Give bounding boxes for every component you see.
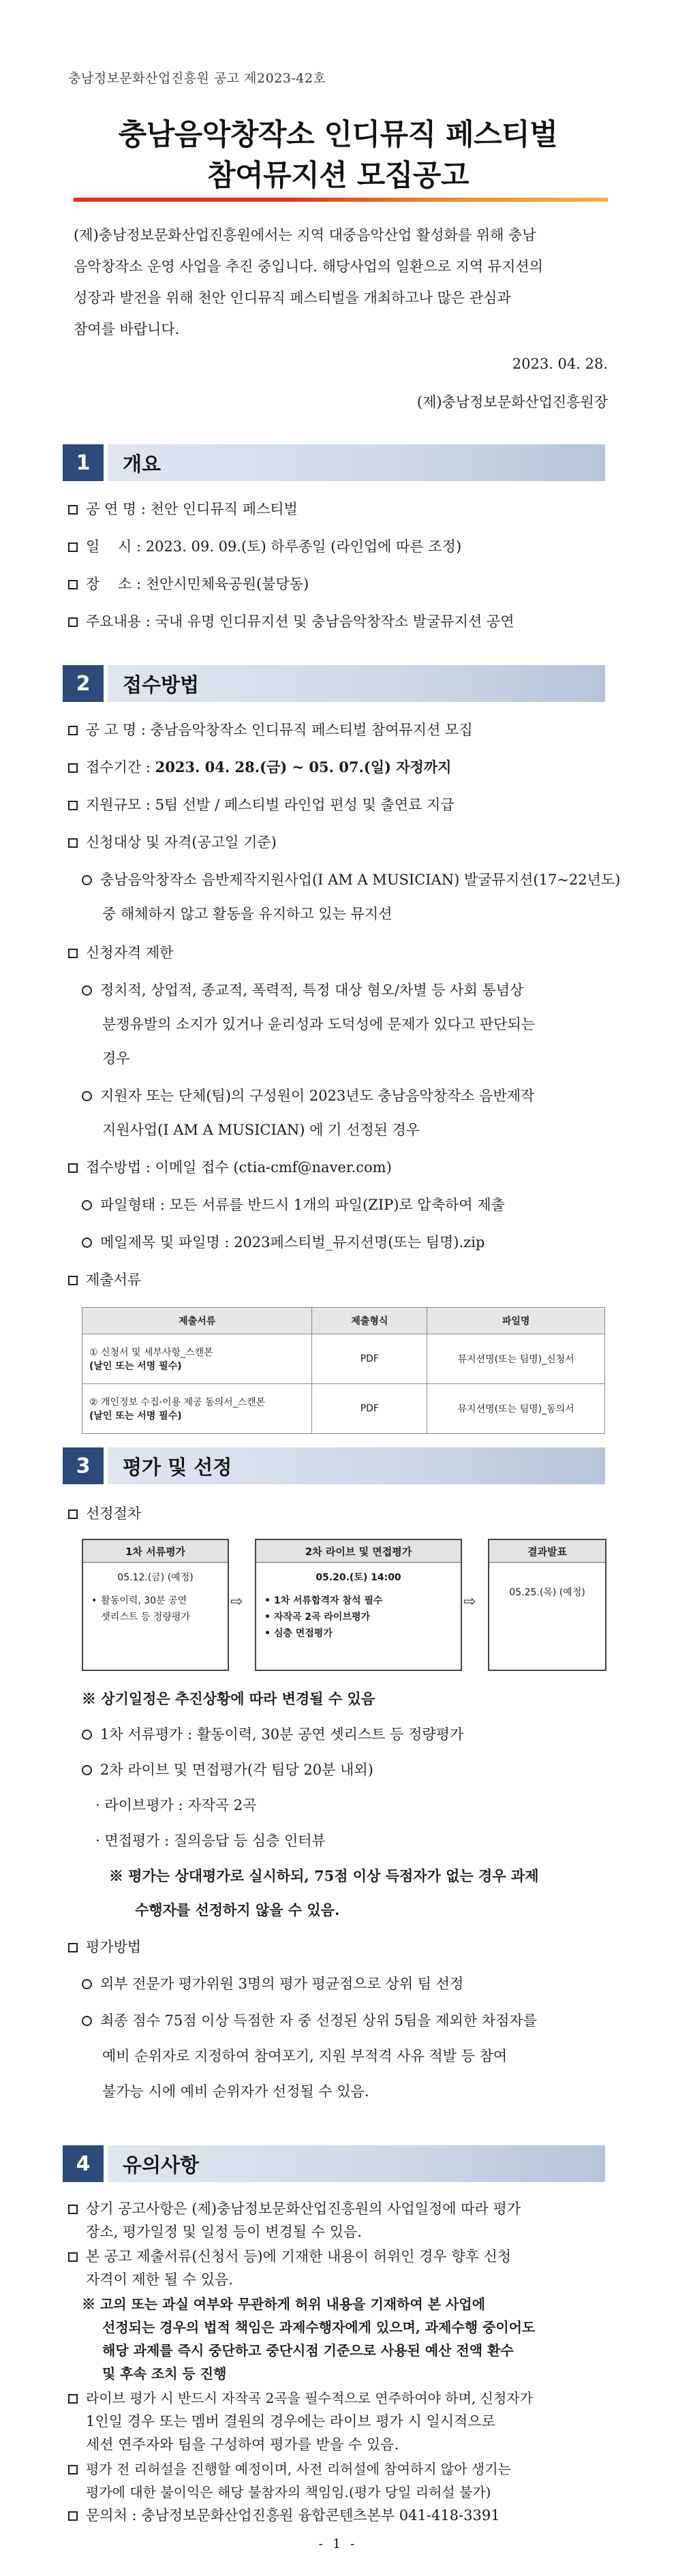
flow-arrow-icon: ⇨: [230, 1593, 243, 1610]
checkbox-square-icon: [68, 2465, 78, 2474]
table-cell: ② 개인정보 수집·이용 제공 동의서_스캔본 (날인 또는 서명 필수): [82, 1384, 312, 1434]
intro-line: 음악창작소 운영 사업을 추진 중입니다. 해당사업의 일환으로 지역 뮤지션의: [74, 258, 543, 275]
notice-signer: (제)충남정보문화산업진흥원장: [416, 394, 608, 410]
section-title: 개요: [108, 444, 605, 481]
notice-date: 2023. 04. 28.: [512, 356, 608, 372]
qualification-heading: 신청대상 및 자격(공고일 기준): [68, 832, 613, 853]
evaluation-item: 1차 서류평가 : 활동이력, 30분 공연 셋리스트 등 정량평가: [82, 1724, 627, 1745]
overview-item: 공 연 명 : 천안 인디뮤직 페스티벌: [68, 499, 613, 519]
checkbox-square-icon: [68, 1276, 78, 1285]
circle-bullet-icon: [82, 875, 92, 885]
section-title: 평가 및 선정: [108, 1447, 605, 1484]
caution-note-cont: 및 후속 조치 등 진행: [102, 2365, 227, 2382]
bullet-dot-icon: •: [264, 1612, 274, 1623]
circle-bullet-icon: [82, 1730, 92, 1740]
flow-step-result: [488, 1539, 606, 1671]
checkbox-square-icon: [68, 838, 78, 848]
checkbox-square-icon: [68, 2252, 78, 2262]
checkbox-square-icon: [68, 2511, 78, 2521]
method-item-cont: 불가능 시에 예비 순위자가 선정될 수 있음.: [102, 2083, 369, 2100]
announce-name: 공 고 명 : 충남음악창작소 인디뮤직 페스티벌 참여뮤지션 모집: [68, 720, 613, 740]
table-header-cell: 파일명: [427, 1308, 605, 1334]
bullet-dot-icon: •: [264, 1628, 274, 1639]
circle-bullet-icon: [82, 1979, 92, 1989]
checkbox-square-icon: [68, 617, 78, 627]
caution-item: 평가 전 리허설을 진행할 예정이며, 사전 리허설에 참여하지 않아 생기는: [68, 2459, 613, 2479]
qualification-item: 충남음악창작소 음반제작지원사업(I AM A MUSICIAN) 발굴뮤지션(17~22년도): [82, 870, 627, 890]
caution-note: ※ 고의 또는 과실 여부와 무관하게 허위 내용을 기재하여 본 사업에: [82, 2296, 485, 2312]
table-cell: 뮤지션명(또는 팀명)_신청서: [427, 1334, 605, 1384]
section-1-header: [63, 444, 605, 481]
flow-step-title: 결과발표: [489, 1540, 605, 1563]
section-2-header: [63, 665, 605, 702]
caution-note-cont: 선정되는 경우의 법적 책임은 과제수행자에게 있으며, 과제수행 중이어도: [102, 2319, 536, 2335]
checkbox-square-icon: [68, 1163, 78, 1173]
table-header-cell: 제출서류: [82, 1308, 312, 1334]
flow-step-document-review: 1차 서류평가 05.12.(금) (예정) • 활동이력, 30분 공연 셋리스트 등 정량평가: [82, 1539, 229, 1671]
caution-item-cont: 1인일 경우 또는 멤버 결원의 경우에는 라이브 평가 시 일시적으로: [86, 2413, 495, 2429]
evaluation-note: ※ 평가는 상대평가로 실시하되, 75점 이상 득점자가 없는 경우 과제: [109, 1867, 539, 1884]
evaluation-subitem: · 면접평가 : 질의응답 등 심층 인터뷰: [95, 1833, 326, 1849]
circle-bullet-icon: [82, 1200, 92, 1210]
table-cell: 뮤지션명(또는 팀명)_동의서: [427, 1384, 605, 1434]
checkbox-square-icon: [68, 763, 78, 773]
checkbox-square-icon: [68, 1943, 78, 1952]
flow-step-title: 1차 서류평가: [83, 1540, 228, 1563]
section-title: 접수방법: [108, 665, 605, 702]
restriction-item: 정치적, 상업적, 종교적, 폭력적, 특정 대상 혐오/차별 등 사회 통념상: [82, 980, 627, 1000]
section-number: 4: [63, 2145, 104, 2182]
page-number: - 1 -: [318, 2536, 358, 2551]
caution-item-cont: 자격이 제한 될 수 있음.: [86, 2271, 233, 2288]
title-underline-bar: [74, 198, 608, 202]
checkbox-square-icon: [68, 949, 78, 958]
table-cell: PDF: [312, 1384, 427, 1434]
table-row: [82, 1334, 605, 1384]
documents-table: [82, 1307, 605, 1434]
qualification-item-cont: 중 해체하지 않고 활동을 유지하고 있는 뮤지션: [102, 906, 393, 922]
flow-arrow-icon: ⇨: [463, 1593, 476, 1610]
checkbox-square-icon: [68, 801, 78, 810]
restriction-item-cont: 지원사업(I AM A MUSICIAN) 에 기 선정된 경우: [102, 1122, 420, 1138]
mail-title: 메일제목 및 파일명 : 2023페스티벌_뮤지션명(또는 팀명).zip: [82, 1232, 627, 1253]
checkbox-square-icon: [68, 2205, 78, 2214]
caution-item-cont: 장소, 평가일정 및 일정 등이 변경될 수 있음.: [86, 2224, 362, 2240]
notice-number: 충남정보문화산업진흥원 공고 제2023-42호: [68, 71, 326, 86]
section-number: 1: [63, 444, 104, 481]
restriction-heading: 신청자격 제한: [68, 942, 613, 963]
overview-item: 장 소 : 천안시민체육공원(불당동): [68, 574, 613, 594]
flow-step-title: 2차 라이브 및 면접평가: [256, 1540, 461, 1563]
table-cell: ① 신청서 및 세부사항_스캔본 (날인 또는 서명 필수): [82, 1334, 312, 1384]
title-line-1: 충남음악창작소 인디뮤직 페스티벌: [118, 118, 558, 152]
section-number: 2: [63, 665, 104, 702]
caution-item: 상기 공고사항은 (제)충남정보문화산업진흥원의 사업일정에 따라 평가: [68, 2198, 613, 2219]
flow-step-date: 05.12.(금) (예정): [117, 1572, 194, 1583]
table-cell: PDF: [312, 1334, 427, 1384]
table-header-cell: 제출형식: [312, 1308, 427, 1334]
method-item: 외부 전문가 평가위원 3명의 평가 평균점으로 상위 팀 선정: [82, 1974, 627, 1994]
circle-bullet-icon: [82, 1091, 92, 1101]
flow-step-date: 05.25.(목) (예정): [509, 1587, 585, 1598]
checkbox-square-icon: [68, 505, 78, 515]
documents-heading: 제출서류: [68, 1270, 613, 1290]
table-row: [82, 1384, 605, 1434]
file-type: 파일형태 : 모든 서류를 반드시 1개의 파일(ZIP)로 압축하여 제출: [82, 1195, 627, 1215]
caution-item: 라이브 평가 시 반드시 자작곡 2곡을 필수적으로 연주하여야 하며, 신청자가: [68, 2388, 613, 2408]
title-block: [0, 114, 676, 196]
method-heading: 평가방법: [68, 1937, 613, 1957]
table-header-row: [82, 1308, 605, 1334]
method-item-cont: 예비 순위자로 지정하여 참여포기, 지원 부적격 사유 적발 등 참여: [102, 2048, 508, 2064]
caution-note-cont: 해당 과제를 즉시 중단하고 중단시점 기준으로 사용된 예산 전액 환수: [102, 2342, 514, 2359]
flow-step-live-interview: 2차 라이브 및 면접평가 05.20.(토) 14:00 • 1차 서류합격자 참석 필수 • 자작곡 2곡 라이브평가 • 심층 면접평가: [255, 1539, 462, 1671]
evaluation-subitem: · 라이브평가 : 자작곡 2곡: [95, 1797, 257, 1813]
intro-line: 성장과 발전을 위해 천안 인디뮤직 페스티벌을 개최하고나 많은 관심과: [74, 290, 511, 306]
circle-bullet-icon: [82, 2016, 92, 2026]
overview-item: 일 시 : 2023. 09. 09.(토) 하루종일 (라인업에 따른 조정): [68, 536, 613, 557]
caution-item-cont: 세션 연주자와 팀을 구성하여 평가를 받을 수 있음.: [86, 2436, 399, 2453]
caution-item: 본 공고 제출서류(신청서 등)에 기재한 내용이 허위인 경우 향후 신청: [68, 2246, 613, 2267]
schedule-note: ※ 상기일정은 추진상황에 따라 변경될 수 있음: [82, 1690, 375, 1707]
method-item: 최종 점수 75점 이상 득점한 자 중 선정된 상위 5팀을 제외한 차점자를: [82, 2010, 627, 2031]
bullet-dot-icon: •: [91, 1595, 97, 1606]
circle-bullet-icon: [82, 1238, 92, 1248]
section-3-header: [63, 1447, 605, 1484]
checkbox-square-icon: [68, 1509, 78, 1519]
evaluation-item: 2차 라이브 및 면접평가(각 팀당 20분 내외): [82, 1760, 627, 1780]
restriction-item-cont: 경우: [102, 1050, 130, 1067]
bullet-dot-icon: •: [264, 1595, 274, 1606]
section-number: 3: [63, 1447, 104, 1484]
intro-line: (제)충남정보문화산업진흥원에서는 지역 대중음악산업 활성화를 위해 충남: [74, 227, 536, 243]
overview-item: 주요내용 : 국내 유명 인디뮤지션 및 충남음악창작소 발굴뮤지션 공연: [68, 611, 613, 632]
restriction-item-cont: 분쟁유발의 소지가 있거나 윤리성과 도덕성에 문제가 있다고 판단되는: [102, 1016, 536, 1032]
section-title: 유의사항: [108, 2145, 605, 2182]
checkbox-square-icon: [68, 542, 78, 552]
support-scale: 지원규모 : 5팀 선발 / 페스티벌 라인업 편성 및 출연료 지급: [68, 795, 613, 815]
procedure-heading: 선정절차: [68, 1503, 613, 1524]
evaluation-note-cont: 수행자를 선정하지 않을 수 있음.: [135, 1901, 340, 1918]
intro-paragraph: [74, 219, 608, 345]
caution-item-cont: 평가에 대한 불이익은 해당 불참자의 책임임.(평가 당일 리허설 불가): [86, 2484, 491, 2500]
restriction-item: 지원자 또는 단체(팀)의 구성원이 2023년도 충남음악창작소 음반제작: [82, 1086, 627, 1106]
title-line-2: 참여뮤지션 모집공고: [207, 159, 469, 193]
apply-period: 접수기간 : 2023. 04. 28.(금) ~ 05. 07.(일) 자정까지: [68, 757, 613, 778]
circle-bullet-icon: [82, 1765, 92, 1775]
checkbox-square-icon: [68, 2394, 78, 2404]
contact-info: 문의처 : 충남정보문화산업진흥원 융합콘텐츠본부 041-418-3391: [68, 2505, 613, 2526]
checkbox-square-icon: [68, 580, 78, 589]
circle-bullet-icon: [82, 985, 92, 996]
intro-line: 참여를 바랍니다.: [74, 321, 180, 337]
section-4-header: [63, 2145, 605, 2182]
flow-step-date: 05.20.(토) 14:00: [316, 1572, 401, 1583]
checkbox-square-icon: [68, 726, 78, 735]
apply-method: 접수방법 : 이메일 접수 (ctia-cmf@naver.com): [68, 1157, 613, 1178]
